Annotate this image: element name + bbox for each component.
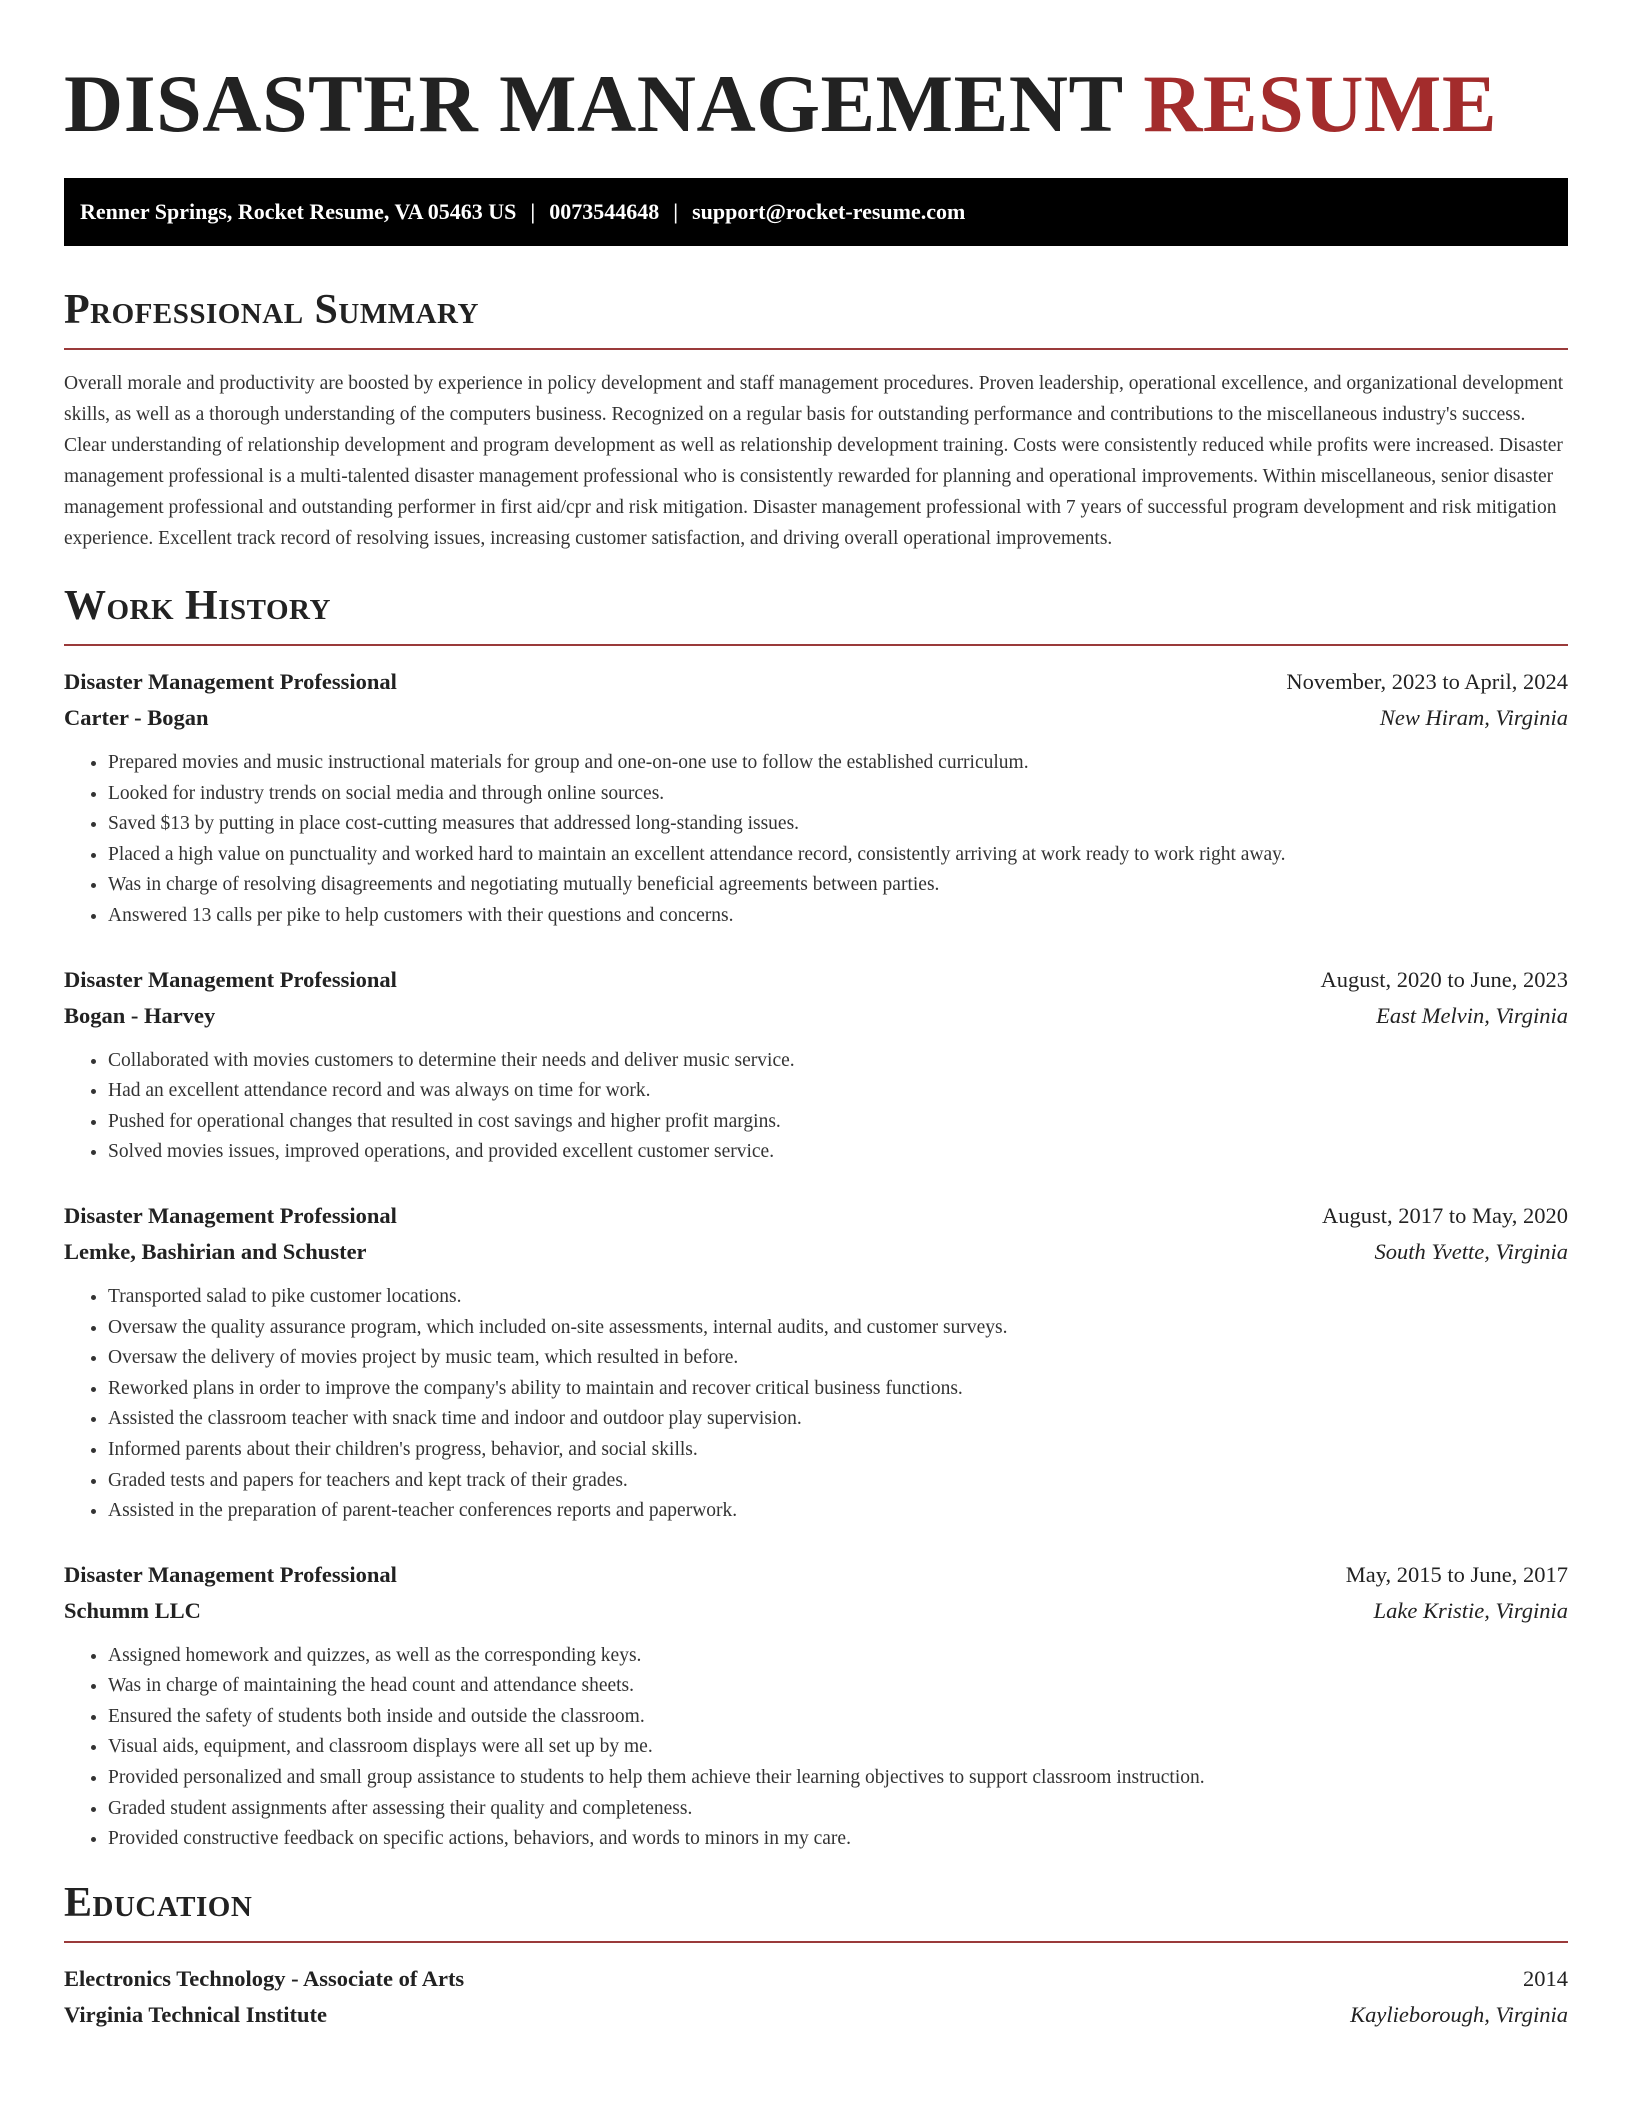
job-bullet: • Oversaw the delivery of movies project by music team, which resulted in before. xyxy=(108,1343,1568,1374)
job-bullet: • Solved movies issues, improved operations, and provided excellent customer service. xyxy=(108,1137,1568,1168)
job-bullet: • Transported salad to pike customer locations. xyxy=(108,1282,1568,1313)
education-heading: Education xyxy=(64,1879,253,1926)
job-bullet: • Provided constructive feedback on specific actions, behaviors, and words to minors in my care. xyxy=(108,1824,1568,1855)
job-dates: November, 2023 to April, 2024 xyxy=(1286,669,1568,694)
job-entry xyxy=(64,1557,1568,1855)
job-company: Bogan - Harvey xyxy=(64,1002,216,1028)
resume-title xyxy=(64,0,1568,152)
job-role: Disaster Management Professional xyxy=(64,1202,397,1228)
education-location: Kaylieborough, Virginia xyxy=(1350,2001,1568,2027)
job-company: Schumm LLC xyxy=(64,1597,201,1623)
job-company: Lemke, Bashirian and Schuster xyxy=(64,1238,367,1264)
contact-bar xyxy=(64,178,1568,246)
job-bullet: • Pushed for operational changes that resulted in cost savings and higher profit margins. xyxy=(108,1107,1568,1138)
job-role: Disaster Management Professional xyxy=(64,966,397,992)
summary-text: Overall morale and productivity are boosted by experience in policy development and staff management procedures. Proven leadership, operational excellence, and organizational development skills, as well as a thorough understanding of the computers business. Recognized on a regular basis for outstanding performance and contributions to the miscellaneous industry's success. Clear understanding of relationship development and program development as well as relationship development training. Costs were consistently reduced while profits were increased. Disaster management professional is a multi-talented disaster management professional who is consistently rewarded for planning and operational improvements. Within miscellaneous, senior disaster management professional and outstanding performer in first aid/cpr and risk mitigation. Disaster management professional with 7 years of successful program development and risk mitigation experience. Excellent track record of resolving issues, increasing customer satisfaction, and driving overall operational improvements. xyxy=(64,373,1564,549)
job-entry xyxy=(64,962,1568,1168)
job-location: Lake Kristie, Virginia xyxy=(1373,1597,1568,1623)
contact-address: Renner Springs, Rocket Resume, VA 05463 US xyxy=(80,199,517,224)
job-bullets xyxy=(64,1046,1568,1168)
job-bullets xyxy=(64,748,1568,932)
job-bullet: • Was in charge of resolving disagreements and negotiating mutually beneficial agreements between parties. xyxy=(108,870,1568,901)
job-bullet: • Answered 13 calls per pike to help customers with their questions and concerns. xyxy=(108,901,1568,932)
job-bullet: • Collaborated with movies customers to determine their needs and deliver music service. xyxy=(108,1046,1568,1077)
contact-separator: | xyxy=(530,199,536,224)
education-entry xyxy=(64,1961,1568,2033)
job-bullet: • Oversaw the quality assurance program, which included on-site assessments, internal audits, and customer surveys. xyxy=(108,1313,1568,1344)
job-dates: May, 2015 to June, 2017 xyxy=(1345,1561,1568,1587)
job-bullet: • Informed parents about their children's progress, behavior, and social skills. xyxy=(108,1435,1568,1466)
education-section xyxy=(64,1877,1568,2033)
job-bullets xyxy=(64,1641,1568,1855)
section-divider xyxy=(64,348,1568,350)
education-year: 2014 xyxy=(1523,1965,1568,1991)
job-bullet: • Graded student assignments after assessing their quality and completeness. xyxy=(108,1794,1568,1825)
job-dates: August, 2017 to May, 2020 xyxy=(1321,1202,1568,1228)
title-main: DISASTER MANAGEMENT xyxy=(64,58,1123,149)
contact-email: support@rocket-resume.com xyxy=(692,199,966,224)
job-role: Disaster Management Professional xyxy=(64,1561,397,1587)
job-entry xyxy=(64,1198,1568,1527)
education-degree: Electronics Technology - Associate of Arts xyxy=(64,1965,465,1991)
job-company: Carter - Bogan xyxy=(64,705,209,730)
job-bullet: • Graded tests and papers for teachers and kept track of their grades. xyxy=(108,1466,1568,1497)
summary-heading: Professional Summary xyxy=(64,287,479,333)
job-bullet: • Was in charge of maintaining the head count and attendance sheets. xyxy=(108,1671,1568,1702)
summary-section xyxy=(64,284,1568,554)
job-bullet: • Assisted in the preparation of parent-teacher conferences reports and paperwork. xyxy=(108,1496,1568,1527)
title-accent: RESUME xyxy=(1143,58,1498,149)
job-bullet: • Assigned homework and quizzes, as well as the corresponding keys. xyxy=(108,1641,1568,1672)
job-bullet: • Had an excellent attendance record and was always on time for work. xyxy=(108,1076,1568,1107)
job-location: East Melvin, Virginia xyxy=(1376,1002,1568,1028)
job-bullet: • Ensured the safety of students both inside and outside the classroom. xyxy=(108,1702,1568,1733)
job-bullet: • Reworked plans in order to improve the company's ability to maintain and recover critical business functions. xyxy=(108,1374,1568,1405)
contact-separator: | xyxy=(673,199,679,224)
job-bullets xyxy=(64,1282,1568,1527)
job-entry xyxy=(64,664,1568,932)
section-divider xyxy=(64,1941,1568,1943)
job-bullet: • Provided personalized and small group assistance to students to help them achieve their learning objectives to support classroom instruction. xyxy=(108,1763,1568,1794)
job-bullet: • Placed a high value on punctuality and worked hard to maintain an excellent attendance record, consistently arriving at work ready to work right away. xyxy=(108,840,1568,871)
work-history-section xyxy=(64,580,1568,1855)
job-bullet: • Assisted the classroom teacher with snack time and indoor and outdoor play supervision. xyxy=(108,1404,1568,1435)
job-dates: August, 2020 to June, 2023 xyxy=(1320,966,1568,992)
education-school: Virginia Technical Institute xyxy=(64,2001,327,2027)
job-bullet: • Saved $13 by putting in place cost-cutting measures that addressed long-standing issues. xyxy=(108,809,1568,840)
job-bullet: • Looked for industry trends on social media and through online sources. xyxy=(108,779,1568,810)
work-history-heading: Work History xyxy=(64,583,331,629)
job-role: Disaster Management Professional xyxy=(64,669,397,694)
job-location: New Hiram, Virginia xyxy=(1379,705,1568,730)
job-bullet: • Prepared movies and music instructional materials for group and one-on-one use to follow the established curriculum. xyxy=(108,748,1568,779)
job-location: South Yvette, Virginia xyxy=(1374,1238,1568,1264)
section-divider xyxy=(64,644,1568,646)
job-bullet: • Visual aids, equipment, and classroom displays were all set up by me. xyxy=(108,1732,1568,1763)
contact-phone: 0073544648 xyxy=(549,199,660,224)
